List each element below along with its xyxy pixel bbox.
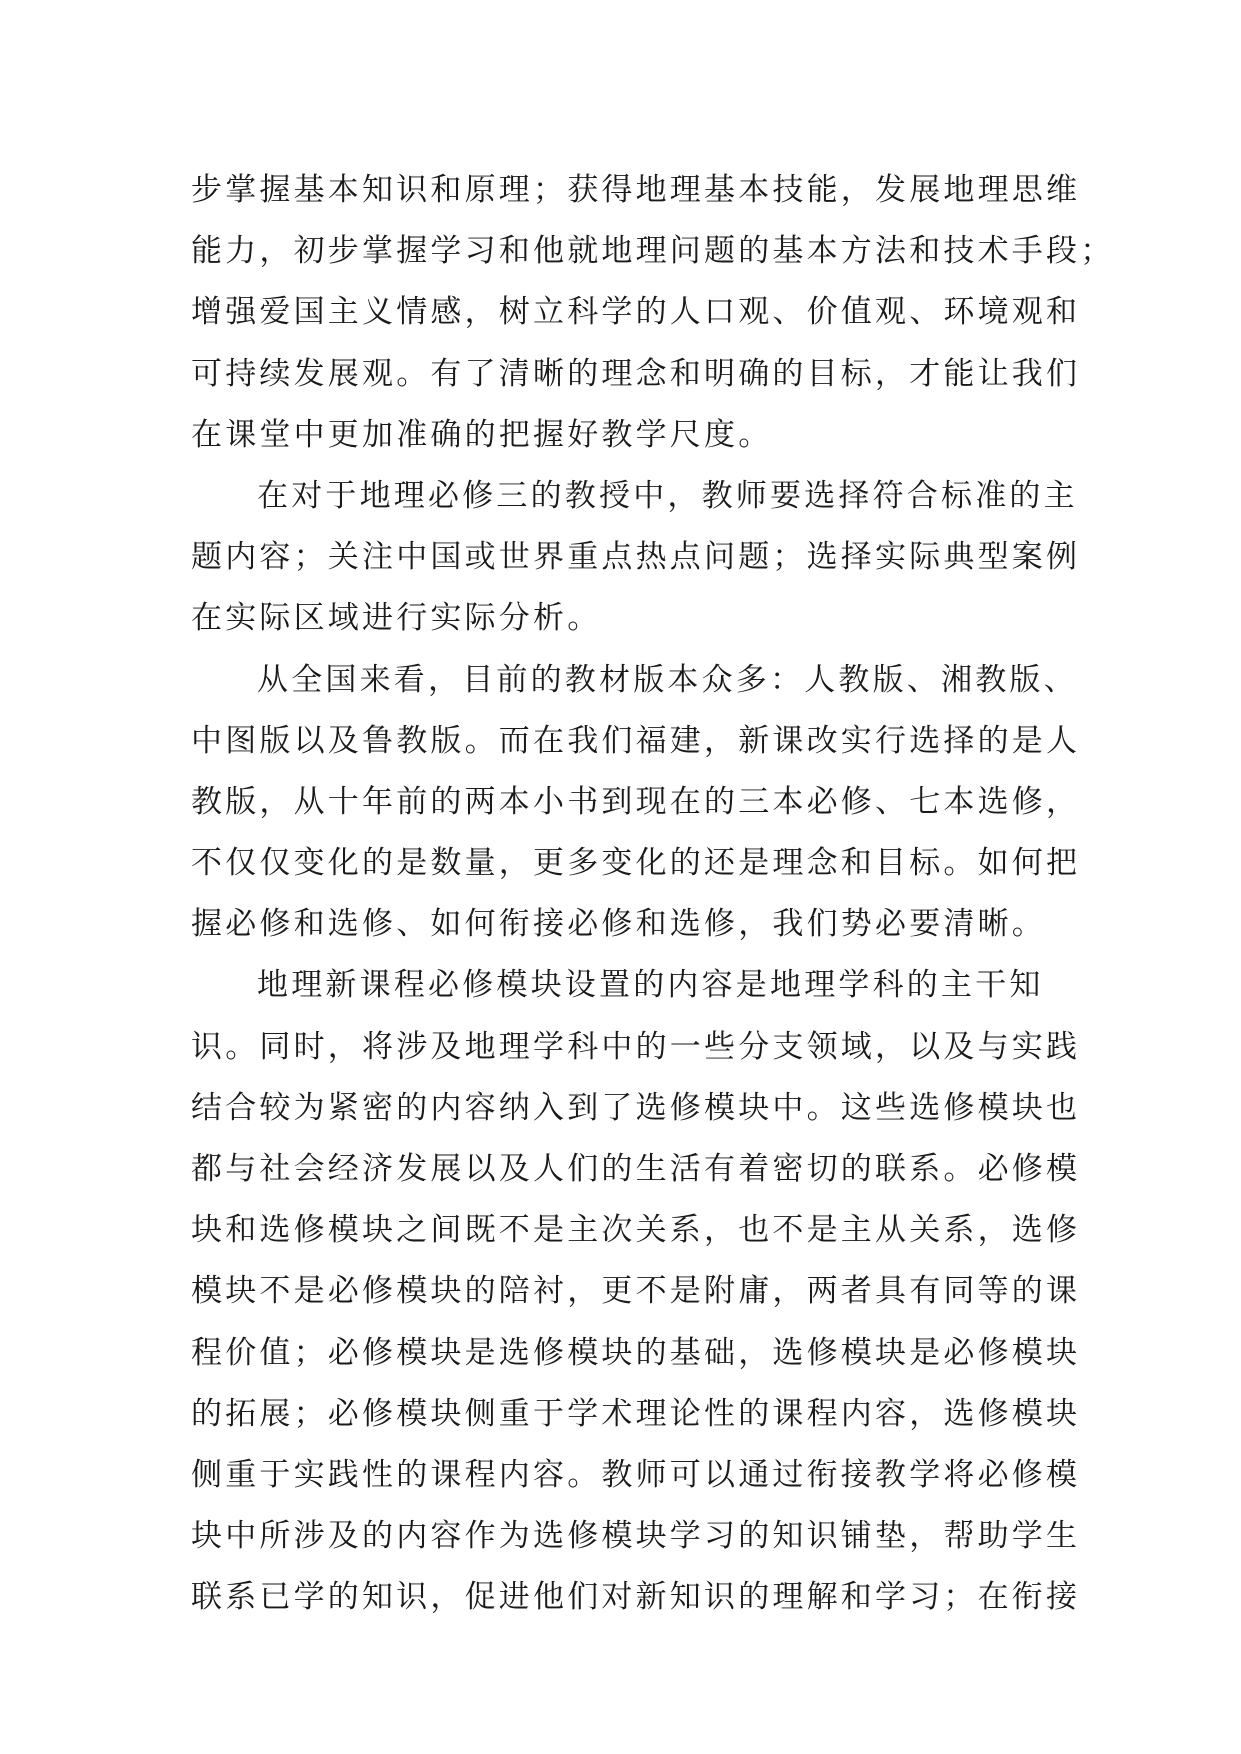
text-line: 教版，从十年前的两本小书到现在的三本必修、七本选修， bbox=[191, 783, 1081, 820]
text-line: 握必修和选修、如何衔接必修和选修，我们势必要清晰。 bbox=[191, 906, 1046, 943]
text-line: 的拓展；必修模块侧重于学术理论性的课程内容，选修模块 bbox=[191, 1395, 1081, 1432]
text-line: 可持续发展观。有了清晰的理念和明确的目标，才能让我们 bbox=[191, 355, 1081, 392]
text-line: 块和选修模块之间既不是主次关系，也不是主从关系，选修 bbox=[191, 1212, 1081, 1249]
text-line: 题内容；关注中国或世界重点热点问题；选择实际典型案例 bbox=[191, 539, 1081, 576]
text-line: 块中所涉及的内容作为选修模块学习的知识铺垫，帮助学生 bbox=[191, 1518, 1081, 1555]
paragraph-1 bbox=[191, 160, 1115, 466]
text-line: 增强爱国主义情感，树立科学的人口观、价值观、环境观和 bbox=[191, 294, 1081, 331]
text-line: 在课堂中更加准确的把握好教学尺度。 bbox=[191, 416, 773, 453]
text-line: 能力，初步掌握学习和他就地理问题的基本方法和技术手段； bbox=[191, 233, 1115, 270]
text-line: 程价值；必修模块是选修模块的基础，选修模块是必修模块 bbox=[191, 1334, 1081, 1371]
text-line: 结合较为紧密的内容纳入到了选修模块中。这些选修模块也 bbox=[191, 1089, 1081, 1126]
paragraph-3 bbox=[191, 650, 1081, 956]
text-line: 地理新课程必修模块设置的内容是地理学科的主干知 bbox=[257, 967, 1044, 1004]
text-line: 在实际区域进行实际分析。 bbox=[191, 600, 602, 637]
text-line: 不仅仅变化的是数量，更多变化的还是理念和目标。如何把 bbox=[191, 845, 1081, 882]
text-line: 都与社会经济发展以及人们的生活有着密切的联系。必修模 bbox=[191, 1151, 1081, 1187]
text-line: 识。同时，将涉及地理学科中的一些分支领域，以及与实践 bbox=[191, 1028, 1081, 1065]
text-line: 中图版以及鲁教版。而在我们福建，新课改实行选择的是人 bbox=[191, 722, 1081, 759]
text-line: 在对于地理必修三的教授中，教师要选择符合标准的主 bbox=[257, 477, 1078, 514]
body-text bbox=[191, 160, 1115, 1629]
text-line: 步掌握基本知识和原理；获得地理基本技能，发展地理思维 bbox=[191, 172, 1081, 208]
paragraph-2 bbox=[191, 466, 1081, 650]
text-line: 模块不是必修模块的陪衬，更不是附庸，两者具有同等的课 bbox=[191, 1273, 1081, 1310]
paragraph-4 bbox=[191, 955, 1081, 1628]
text-line: 从全国来看，目前的教材版本众多：人教版、湘教版、 bbox=[257, 661, 1078, 698]
text-line: 侧重于实践性的课程内容。教师可以通过衔接教学将必修模 bbox=[191, 1456, 1081, 1493]
text-line: 联系已学的知识，促进他们对新知识的理解和学习；在衔接 bbox=[191, 1579, 1081, 1616]
